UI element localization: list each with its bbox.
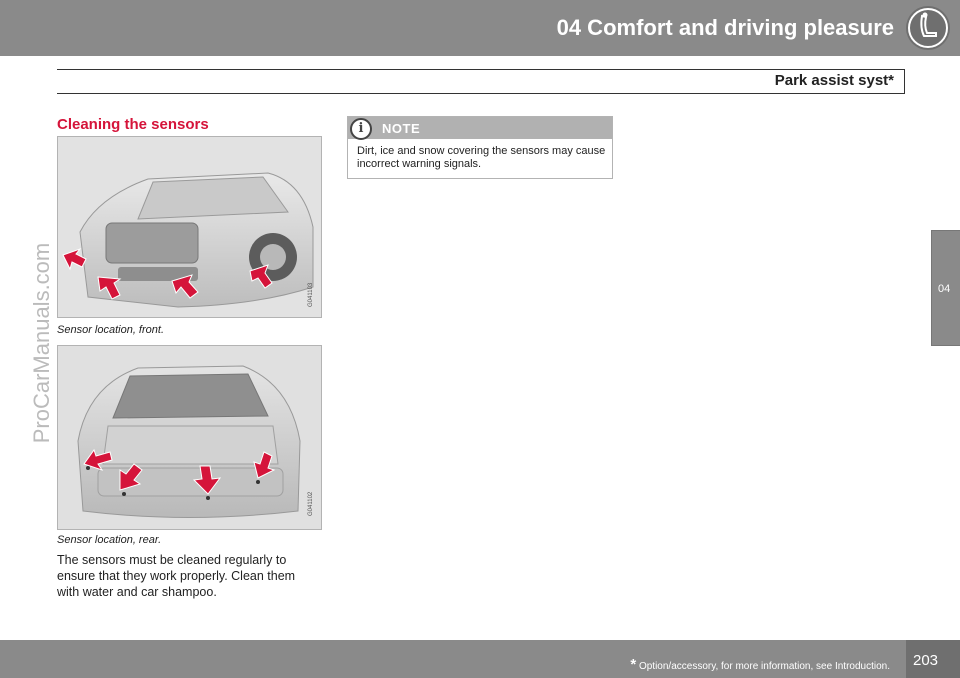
watermark: ProCarManuals.com — [29, 242, 54, 444]
section-title: Park assist syst* — [774, 72, 894, 89]
footer-note — [630, 656, 890, 673]
body-paragraph: The sensors must be cleaned regularly to ensure that they work properly. Clean them with water and car shampoo. — [57, 553, 296, 599]
info-icon: i — [350, 118, 372, 140]
rear-sensor-figure — [57, 345, 322, 530]
page-number: 203 — [913, 652, 939, 669]
svg-text:G041102: G041102 — [308, 491, 314, 516]
front-figure-caption: Sensor location, front. — [57, 324, 165, 336]
chapter-side-tab-label: 04 — [938, 283, 951, 295]
note-label: NOTE — [382, 121, 421, 136]
footer-note-text: Option/accessory, for more information, see Introduction. — [636, 661, 890, 672]
front-sensor-figure — [57, 136, 322, 318]
note-box — [347, 116, 613, 179]
note-text: Dirt, ice and snow covering the sensors may cause incorrect warning signals. — [357, 145, 606, 170]
chapter-title: 04 Comfort and driving pleasure — [556, 15, 894, 40]
rear-figure-caption: Sensor location, rear. — [57, 534, 162, 546]
section-heading: Cleaning the sensors — [57, 116, 209, 133]
svg-text:G041103: G041103 — [308, 282, 314, 307]
seat-icon — [906, 6, 950, 50]
footer-star: * — [630, 656, 637, 673]
